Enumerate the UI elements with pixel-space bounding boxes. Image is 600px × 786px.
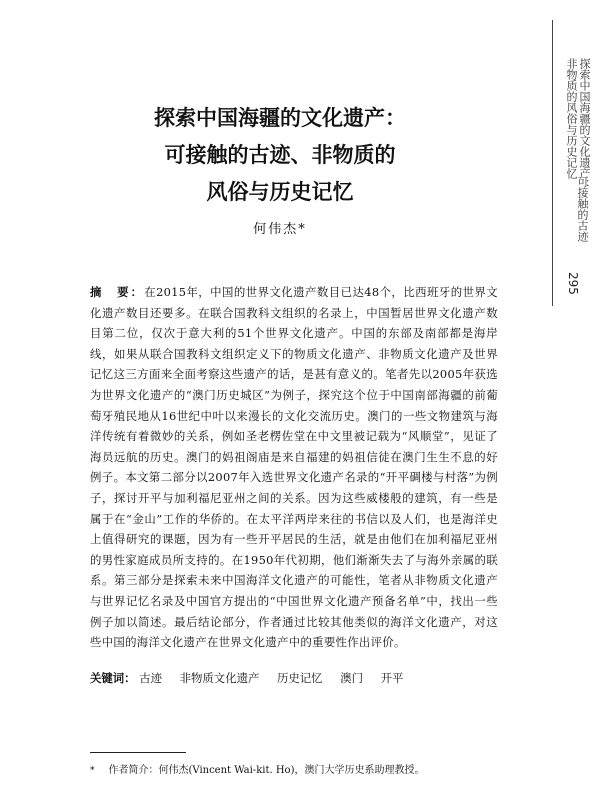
article-title bbox=[80, 100, 480, 211]
running-header-title-1: 探索中国海疆的文化遗产： bbox=[578, 58, 591, 190]
footnote-text: 作者简介：何伟杰(Vincent Wai-kit. Ho)，澳门大学历史系助理教授。 bbox=[108, 765, 425, 776]
page-number: 295 bbox=[566, 272, 580, 295]
title-line-1: 探索中国海疆的文化遗产： bbox=[154, 106, 406, 130]
abstract bbox=[90, 282, 498, 653]
keywords bbox=[90, 668, 498, 688]
keywords-label: 关键词： bbox=[90, 671, 136, 685]
keyword-item: 澳门 bbox=[340, 671, 363, 685]
author-name: 何伟杰* bbox=[253, 222, 307, 237]
abstract-text: 在2015年，中国的世界文化遗产数目已达48个，比西班牙的世界文化遗产数目还要多。在联合国教科文组织的名录上，中国暂居世界文化遗产数目第二位，仅次于意大利的51个世界文化遗产。中国的东部及南部都是海岸线，如果从联合国教科文组织定义下的物质文化遗产、非物质文化遗产及世界记忆这三方面来全面考察这些遗产的话，是甚有意义的。笔者先以2005年获选为世界文化遗产的“澳门历史城区”为例子，探究这个位于中国南部海疆的前葡萄牙殖民地从16世纪中叶以来漫长的文化交流历史。澳门的一些文物建筑与海洋传统有着微妙的关系，例如圣老楞佐堂在中文里被记载为“风顺堂”，见证了海员远航的历史。澳门的妈祖阁庙是来自福建的妈祖信徒在澳门生生不息的好例子。本文第二部分以2007年入选世界文化遗产名录的“开平碉楼与村落”为例子，探讨开平与加利福尼亚州之间的关系。因为这些威楼般的建筑，有一些是属于在“金山”工作的华侨的。在太平洋两岸来往的书信以及人们，也是海洋史上值得研究的课题，因为有一些开平居民的生活，就是由他们在加利福尼亚州的男性家庭成员所支持的。在1950年代初期，他们渐渐失去了与海外亲属的联系。第三部分是探索未来中国海洋文化遗产的可能性，笔者从非物质文化遗产与世界记忆名录及中国官方提出的“中国世界文化遗产预备名单”中，找出一些例子加以简述。最后结论部分，作者通过比较其他类似的海洋文化遗产，对这些中国的海洋文化遗产在世界文化遗产中的重要性作出评价。 bbox=[90, 285, 498, 650]
footnote-mark: * bbox=[90, 766, 95, 776]
title-line-3: 风俗与历史记忆 bbox=[206, 180, 354, 204]
keyword-item: 开平 bbox=[380, 671, 404, 685]
abstract-label: 摘 要： bbox=[90, 285, 145, 299]
footnote-rule bbox=[90, 752, 186, 753]
keyword-item: 古迹 bbox=[139, 671, 162, 685]
running-header-rule bbox=[552, 20, 553, 306]
keyword-item: 历史记忆 bbox=[277, 671, 323, 685]
footnote bbox=[90, 764, 510, 778]
keyword-item: 非物质文化遗产 bbox=[179, 671, 260, 685]
running-header-title-3: 可接触的古迹 bbox=[576, 176, 589, 242]
title-line-2: 可接触的古迹、非物质的 bbox=[164, 143, 396, 167]
running-header-title-2: 非物质的风俗与历史记忆 bbox=[565, 58, 578, 179]
